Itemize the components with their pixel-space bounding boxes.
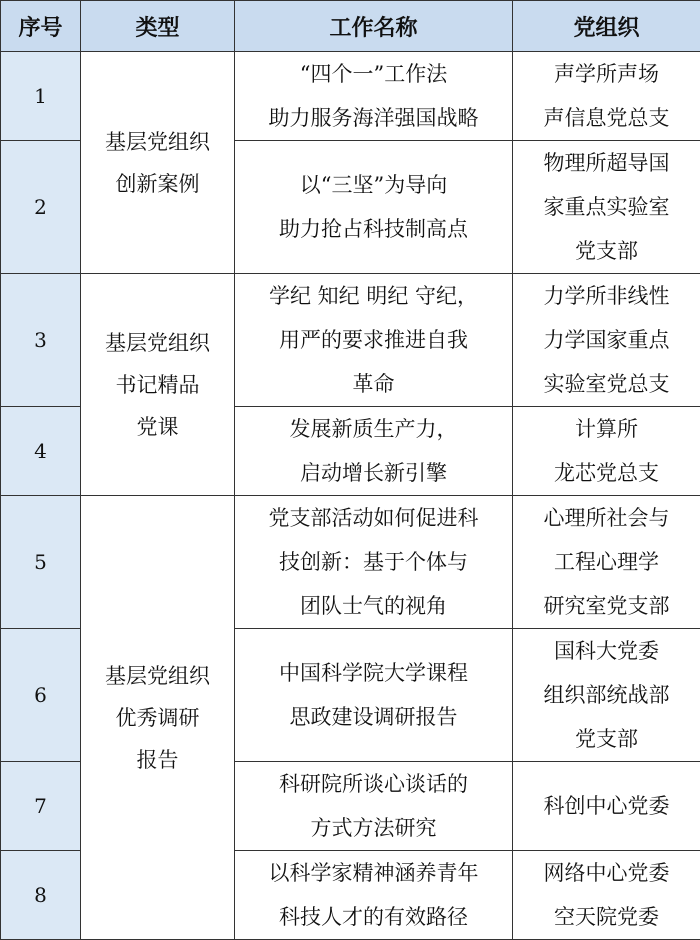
- party-org-line: 国科大党委: [519, 629, 694, 673]
- party-org-line: 空天院党委: [519, 895, 694, 939]
- party-org-line: 研究室党支部: [519, 584, 694, 628]
- work-name-line: 党支部活动如何促进科: [241, 496, 506, 540]
- table-row: [1, 496, 700, 629]
- work-name-line: 以“三坚”为导向: [241, 163, 506, 207]
- party-org-cell: [513, 274, 700, 407]
- type-line: 党课: [87, 406, 228, 448]
- party-org-cell: [513, 141, 700, 274]
- header-work-name: 工作名称: [235, 1, 513, 52]
- work-name-line: 方式方法研究: [241, 806, 506, 850]
- work-name-line: “四个一”工作法: [241, 52, 506, 96]
- work-name-cell: [235, 629, 513, 762]
- party-org-cell: [513, 496, 700, 629]
- party-org-line: 力学国家重点: [519, 318, 694, 362]
- row-seq: 5: [1, 496, 81, 629]
- party-org-line: 实验室党总支: [519, 362, 694, 406]
- party-org-line: 龙芯党总支: [519, 451, 694, 495]
- work-name-line: 科研院所谈心谈话的: [241, 762, 506, 806]
- party-org-line: 力学所非线性: [519, 274, 694, 318]
- type-line: 基层党组织: [87, 655, 228, 697]
- party-org-line: 心理所社会与: [519, 496, 694, 540]
- row-seq: 1: [1, 52, 81, 141]
- work-name-line: 发展新质生产力，: [241, 407, 506, 451]
- header-party-org: 党组织: [513, 1, 700, 52]
- work-name-line: 用严的要求推进自我: [241, 318, 506, 362]
- header-type: 类型: [81, 1, 235, 52]
- row-seq: 6: [1, 629, 81, 762]
- type-cell: [81, 274, 235, 496]
- party-org-cell: [513, 851, 700, 940]
- work-name-line: 团队士气的视角: [241, 584, 506, 628]
- type-line: 书记精品: [87, 364, 228, 406]
- party-org-line: 科创中心党委: [519, 784, 694, 828]
- table-row: [1, 52, 700, 141]
- type-line: 基层党组织: [87, 121, 228, 163]
- party-org-line: 网络中心党委: [519, 851, 694, 895]
- type-cell: [81, 496, 235, 940]
- work-name-cell: [235, 496, 513, 629]
- party-org-line: 声学所声场: [519, 52, 694, 96]
- work-name-line: 思政建设调研报告: [241, 695, 506, 739]
- type-line: 基层党组织: [87, 322, 228, 364]
- party-org-line: 计算所: [519, 407, 694, 451]
- work-name-cell: [235, 407, 513, 496]
- party-org-line: 声信息党总支: [519, 96, 694, 140]
- work-name-cell: [235, 274, 513, 407]
- work-name-cell: [235, 141, 513, 274]
- work-name-line: 助力服务海洋强国战略: [241, 96, 506, 140]
- work-name-line: 学纪 知纪 明纪 守纪，: [241, 274, 506, 318]
- row-seq: 4: [1, 407, 81, 496]
- work-name-line: 革命: [241, 362, 506, 406]
- party-org-cell: [513, 52, 700, 141]
- party-org-line: 物理所超导国: [519, 141, 694, 185]
- row-seq: 3: [1, 274, 81, 407]
- type-cell: [81, 52, 235, 274]
- work-name-cell: [235, 851, 513, 940]
- table-row: [1, 274, 700, 407]
- row-seq: 2: [1, 141, 81, 274]
- type-line: 创新案例: [87, 163, 228, 205]
- party-org-line: 党支部: [519, 717, 694, 761]
- header-row: [1, 1, 700, 52]
- work-name-line: 助力抢占科技制高点: [241, 207, 506, 251]
- party-org-line: 家重点实验室: [519, 185, 694, 229]
- work-name-cell: [235, 52, 513, 141]
- row-seq: 7: [1, 762, 81, 851]
- header-seq: 序号: [1, 1, 81, 52]
- work-name-line: 启动增长新引擎: [241, 451, 506, 495]
- work-name-line: 科技人才的有效路径: [241, 895, 506, 939]
- party-org-line: 党支部: [519, 229, 694, 273]
- type-line: 优秀调研: [87, 697, 228, 739]
- work-name-cell: [235, 762, 513, 851]
- party-org-cell: [513, 762, 700, 851]
- type-line: 报告: [87, 739, 228, 781]
- party-org-line: 组织部统战部: [519, 673, 694, 717]
- work-name-line: 技创新：基于个体与: [241, 540, 506, 584]
- party-org-cell: [513, 407, 700, 496]
- work-name-line: 以科学家精神涵养青年: [241, 851, 506, 895]
- party-org-line: 工程心理学: [519, 540, 694, 584]
- row-seq: 8: [1, 851, 81, 940]
- party-org-cell: [513, 629, 700, 762]
- work-name-line: 中国科学院大学课程: [241, 651, 506, 695]
